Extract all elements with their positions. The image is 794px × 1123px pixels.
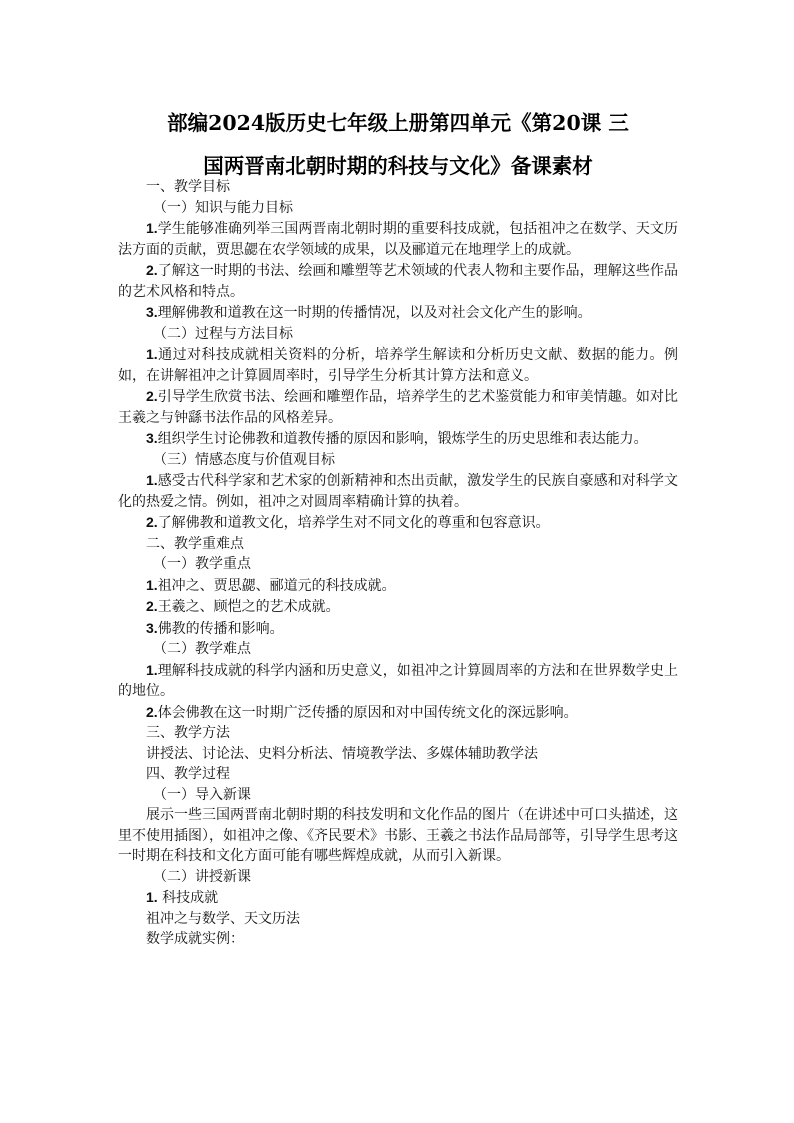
- item-number: 2.: [146, 388, 158, 404]
- item-number: 2.: [146, 262, 158, 278]
- paragraph-text: 展示一些三国两晋南北朝时期的科技发明和文化作品的图片（在讲述中可口头描述，这里不使用插图），如祖冲之像、《齐民要术》书影、王羲之书法作品局部等，引导学生思考这一时期在科技和文化方面可能有哪些辉煌成就，从而引入新课。: [118, 807, 678, 864]
- paragraph: [118, 596, 678, 618]
- paragraph-text: 理解科技成就的科学内涵和历史意义，如祖冲之计算圆周率的方法和在世界数学史上的地位。: [118, 662, 678, 699]
- paragraph-text: 祖冲之与数学、天文历法: [146, 910, 300, 927]
- item-number: 1.: [146, 889, 158, 905]
- item-number: 1.: [146, 472, 158, 488]
- paragraph: [118, 702, 678, 724]
- subsection-heading: （一）导入新课: [153, 786, 251, 803]
- item-number: 3.: [146, 619, 158, 636]
- paragraph: [118, 660, 678, 702]
- paragraph-text: 体会佛教在这一时期广泛传播的原因和对中国传统文化的深远影响。: [157, 704, 578, 721]
- subsection-heading: （二）讲授新课: [153, 868, 251, 885]
- paragraph: [118, 887, 678, 909]
- paragraph-text: 科技成就: [157, 890, 219, 906]
- paragraph-text: 感受古代科学家和艺术家的创新精神和杰出贡献，激发学生的民族自豪感和对科学文化的热爱之情。例如，祖冲之对圆周率精确计算的执着。: [118, 473, 678, 510]
- paragraph-text: 讲授法、讨论法、史料分析法、情境教学法、多媒体辅助教学法: [146, 745, 538, 762]
- paragraph: [118, 929, 678, 950]
- section-heading: 一、教学目标: [146, 179, 230, 195]
- paragraph: [118, 805, 678, 867]
- paragraph-text: 了解这一时期的书法、绘画和雕塑等艺术领域的代表人物和主要作品，理解这些作品的艺术风格和特点。: [118, 263, 678, 300]
- paragraph-text: 通过对科技成就相关资料的分析，培养学生解读和分析历史文献、数据的能力。例如，在讲解祖冲之计算圆周率时，引导学生分析其计算方法和意义。: [118, 347, 678, 384]
- title-line-2: 国两晋南北朝时期的科技与文化》备课素材: [203, 154, 593, 178]
- paragraph-text: 了解佛教和道教文化，培养学生对不同文化的尊重和包容意识。: [157, 515, 550, 531]
- subsection-heading: （二）教学难点: [153, 641, 251, 657]
- paragraph: [118, 218, 678, 260]
- section-heading: 三、教学方法: [146, 725, 230, 741]
- paragraph: [118, 470, 678, 512]
- paragraph-text: 佛教的传播和影响。: [157, 620, 284, 637]
- paragraph: [118, 575, 678, 597]
- item-number: 1.: [146, 220, 158, 236]
- item-number: 2.: [146, 703, 158, 720]
- paragraph: [118, 260, 678, 302]
- paragraph: [118, 744, 678, 765]
- item-number: 3.: [146, 304, 158, 320]
- paragraph-text: 祖冲之、贾思勰、郦道元的科技成就。: [157, 577, 396, 594]
- subsection-heading: （一）教学重点: [153, 556, 251, 572]
- title-line-1: 部编2024版历史七年级上册第四单元《第20课 三: [167, 111, 629, 135]
- paragraph-text: 学生能够准确列举三国两晋南北朝时期的重要科技成就，包括祖冲之在数学、天文历法方面的贡献，贾思勰在农学领域的成果，以及郦道元在地理学上的成就。: [118, 221, 678, 258]
- document-title: [118, 102, 678, 188]
- item-number: 2.: [146, 514, 158, 530]
- section-heading: 四、教学过程: [146, 766, 230, 782]
- paragraph-text: 理解佛教和道教在这一时期的传播情况，以及对社会文化产生的影响。: [157, 305, 592, 321]
- subsection-heading: （二）过程与方法目标: [153, 325, 293, 342]
- subsection-heading: （一）知识与能力目标: [153, 199, 293, 216]
- paragraph: [118, 512, 678, 534]
- item-number: 1.: [146, 576, 158, 593]
- paragraph: [118, 909, 678, 930]
- paragraph: [118, 386, 678, 428]
- paragraph: [118, 302, 678, 324]
- item-number: 2.: [146, 598, 158, 614]
- paragraph-text: 引导学生欣赏书法、绘画和雕塑作品，培养学生的艺术鉴赏能力和审美情趣。如对比王羲之与钟繇书法作品的风格差异。: [118, 389, 678, 426]
- paragraph-text: 数学成就实例：: [146, 931, 244, 947]
- paragraph-text: 组织学生讨论佛教和道教传播的原因和影响，锻炼学生的历史思维和表达能力。: [157, 431, 648, 447]
- document-body: [118, 177, 678, 950]
- item-number: 1.: [146, 661, 158, 678]
- paragraph: [118, 428, 678, 450]
- section-heading: 二、教学重难点: [146, 535, 244, 552]
- item-number: 1.: [146, 346, 158, 362]
- paragraph-text: 王羲之、顾恺之的艺术成就。: [157, 599, 340, 615]
- item-number: 3.: [146, 430, 158, 446]
- paragraph: [118, 344, 678, 386]
- subsection-heading: （三）情感态度与价值观目标: [153, 451, 335, 468]
- paragraph: [118, 618, 678, 640]
